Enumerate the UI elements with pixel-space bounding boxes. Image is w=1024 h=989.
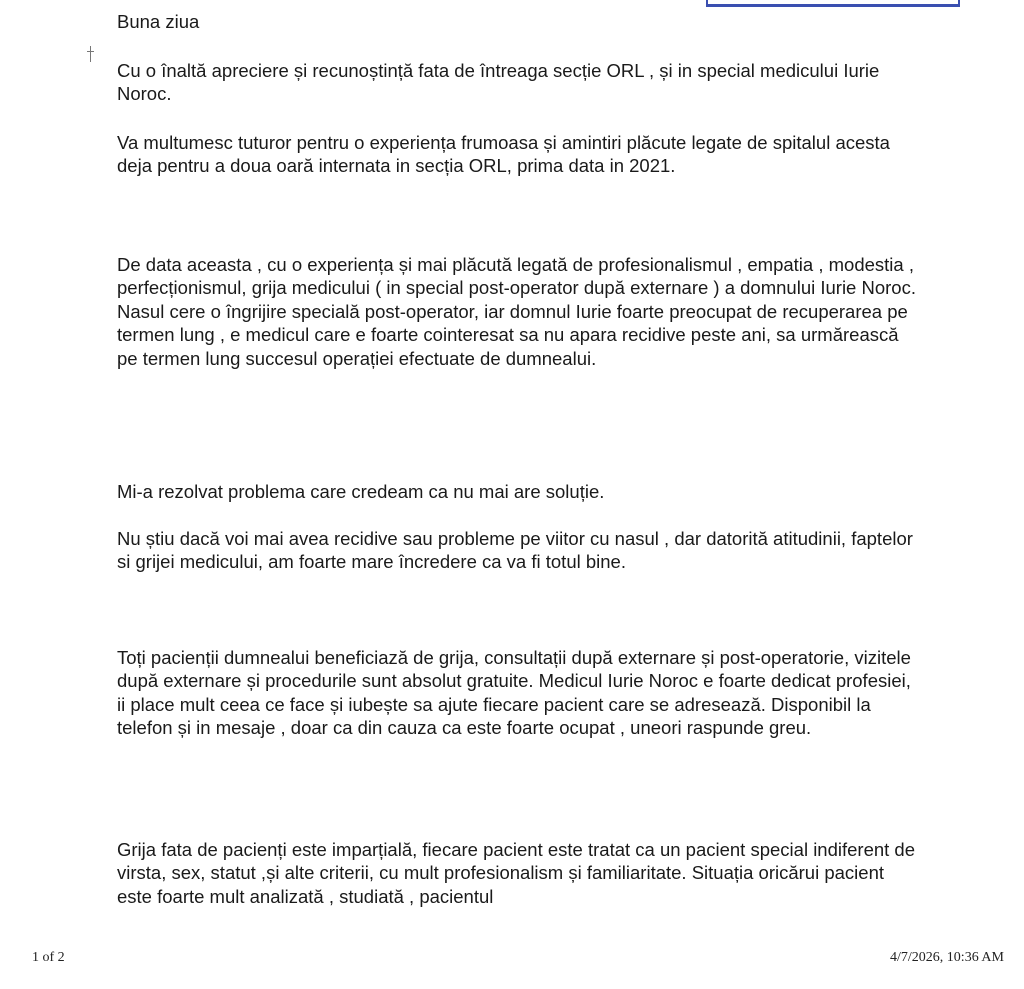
letter-paragraph: Mi-a rezolvat problema care credeam ca nu mai are soluție.	[117, 481, 605, 502]
letter-greeting: Buna ziua	[117, 11, 200, 32]
pen-mark	[90, 46, 92, 62]
letter-paragraph: Nu știu dacă voi mai avea recidive sau probleme pe viitor cu nasul , dar datorită atitudinii, faptelor si grijei medicului, am foarte mare încredere ca va fi totul bine.	[117, 528, 913, 573]
print-timestamp: 4/7/2026, 10:36 AM	[890, 950, 1004, 965]
letter-paragraph: Toți pacienții dumnealui beneficiază de grija, consultații după externare și post-operatorie, vizitele după externare și procedurile sunt absolut gratuite. Medicul Iurie Noroc e foarte dedicat profesiei, ii place mult ceea ce face și iubește sa ajute fiecare pacient care se adresează. Disponibil la telefon și in mesaje , doar ca din cauza ca este foarte ocupat , uneori raspunde greu.	[117, 647, 911, 739]
page-number: 1 of 2	[32, 950, 65, 965]
letter-paragraph: Cu o înaltă apreciere și recunoștință fata de întreaga secție ORL , și in special medicului Iurie Noroc.	[117, 60, 880, 105]
stamp-edge	[706, 0, 960, 7]
letter-paragraph: De data aceasta , cu o experiența și mai plăcută legată de profesionalismul , empatia , modestia , perfecționismul, grija medicului ( in special post-operator după externare ) a domnului Iurie Noroc. Nasul cere o îngrijire specială post-operator, iar domnul Iurie foarte preocupat de recuperarea pe termen lung , e medicul care e foarte cointeresat sa nu apara recidive peste ani, sa urmărească pe termen lung succesul operației efectuate de dumnealui.	[117, 254, 916, 369]
letter-paragraph: Va multumesc tuturor pentru o experiența frumoasa și amintiri plăcute legate de spitalul acesta deja pentru a doua oară internata in secția ORL, prima data in 2021.	[117, 132, 890, 177]
letter-paragraph: Grija fata de pacienți este imparțială, fiecare pacient este tratat ca un pacient special indiferent de virsta, sex, statut ,și alte criterii, cu mult profesionalism și familiaritate. Situația oricărui pacient este foarte mult analizată , studiată , pacientul	[117, 839, 916, 907]
